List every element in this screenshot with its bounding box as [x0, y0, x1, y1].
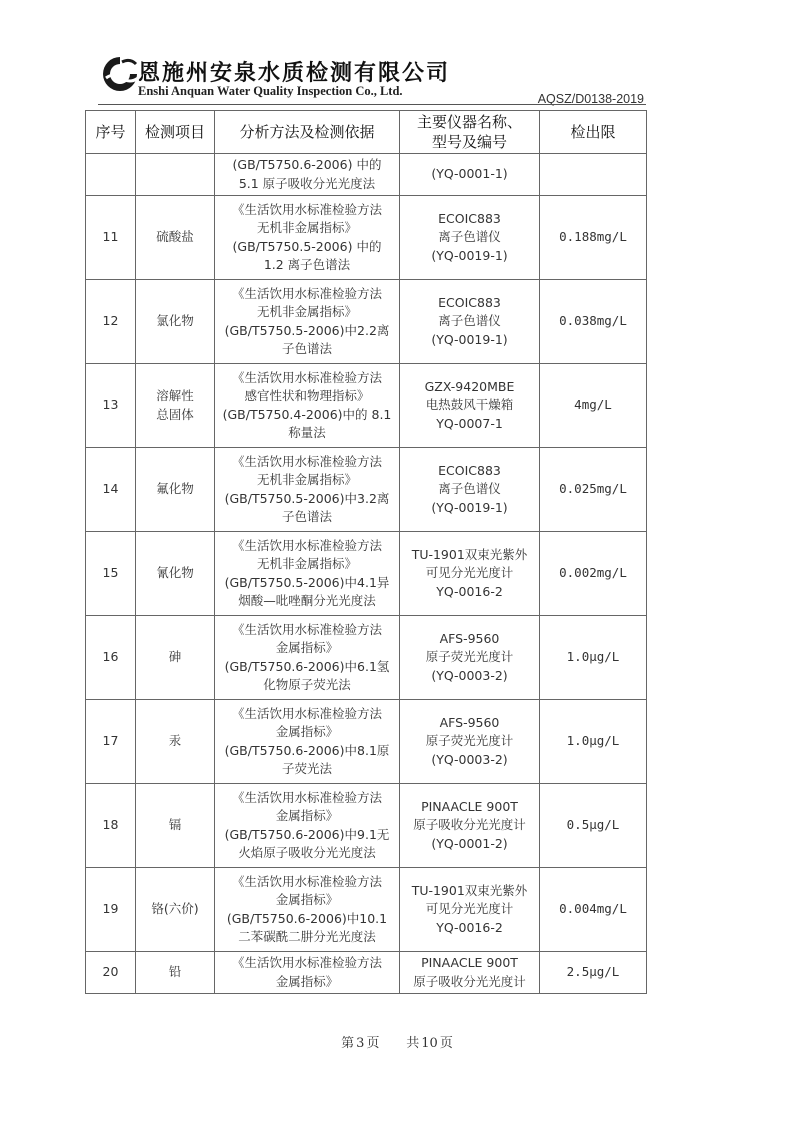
cell-method-line: 子色谱法	[281, 341, 332, 356]
cell-method	[215, 364, 400, 448]
company-name-en: Enshi Anquan Water Quality Inspection Co., Ltd.	[138, 84, 403, 98]
table-row	[86, 868, 647, 952]
cell-instrument-line: 电热鼓风干燥箱	[425, 397, 514, 413]
cell-instrument-line: YQ-0007-1	[436, 415, 503, 431]
cell-limit: 4mg/L	[540, 364, 647, 448]
page-total: 10	[421, 1036, 438, 1051]
cell-no: 14	[86, 448, 136, 532]
cell-instrument-line: 可见分光光度计	[425, 565, 514, 581]
inspection-methods-table	[85, 110, 647, 994]
cell-limit: 0.002mg/L	[540, 532, 647, 616]
cell-limit: 0.188mg/L	[540, 196, 647, 280]
cell-method-line: 无机非金属指标》	[256, 220, 357, 235]
cell-method	[215, 196, 400, 280]
cell-item-line: 总固体	[156, 406, 194, 422]
cell-method-line: (GB/T5750.5-2006) 中的	[232, 238, 382, 254]
cell-method-line: 《生活饮用水标准检验方法	[231, 621, 382, 637]
table-row	[86, 196, 647, 280]
cell-method-line: 二苯碳酰二肼分光光度法	[238, 929, 376, 944]
table-row	[86, 448, 647, 532]
cell-no: 15	[86, 532, 136, 616]
cell-item	[136, 700, 215, 784]
cell-no: 11	[86, 196, 136, 280]
table-row	[86, 784, 647, 868]
cell-item	[136, 616, 215, 700]
cell-instrument-line: 原子吸收分光光度计	[413, 973, 526, 989]
cell-method-line: 化物原子荧光法	[263, 677, 351, 692]
cell-method-line: 《生活饮用水标准检验方法	[231, 453, 382, 469]
cell-instrument	[400, 364, 540, 448]
cell-method	[215, 616, 400, 700]
company-logo-icon	[100, 54, 140, 94]
cell-instrument-line: ECOIC883	[438, 210, 501, 226]
cell-method-line: 称量法	[288, 425, 326, 440]
cell-method-line: 金属指标》	[275, 724, 339, 739]
cell-no: 12	[86, 280, 136, 364]
cell-no: 16	[86, 616, 136, 700]
cell-instrument-line: (YQ-0003-2)	[431, 667, 508, 683]
cell-method-line: 《生活饮用水标准检验方法	[231, 285, 382, 301]
cell-method-line: 火焰原子吸收分光光度法	[238, 845, 376, 860]
cell-method-line: (GB/T5750.5-2006)中4.1异	[224, 574, 390, 590]
cell-item	[136, 196, 215, 280]
cell-method-line: (GB/T5750.6-2006)中9.1无	[224, 826, 390, 842]
cell-method-line: (GB/T5750.4-2006)中的 8.1	[222, 406, 392, 422]
cell-item-line: 铬(六价)	[151, 901, 199, 917]
cell-method-line: 《生活饮用水标准检验方法	[231, 873, 382, 889]
cell-instrument-line: TU-1901双束光紫外	[411, 546, 528, 562]
cell-instrument-line: (YQ-0019-1)	[431, 331, 508, 347]
cell-item-line: 砷	[168, 649, 182, 665]
cell-item	[136, 868, 215, 952]
cell-limit: 1.0μg/L	[540, 616, 647, 700]
cell-instrument-line: PINAACLE 900T	[421, 955, 518, 970]
cell-item	[136, 154, 215, 196]
cell-instrument-line: ECOIC883	[438, 462, 501, 478]
cell-method-line: 烟酸—吡唑酮分光光度法	[238, 593, 376, 608]
cell-instrument	[400, 952, 540, 994]
cell-instrument	[400, 280, 540, 364]
cell-instrument-line: (YQ-0001-2)	[431, 835, 508, 851]
cell-instrument-line: 可见分光光度计	[425, 901, 514, 917]
table-row	[86, 280, 647, 364]
cell-method-line: 无机非金属指标》	[256, 556, 357, 571]
page-prefix: 第	[341, 1036, 355, 1051]
cell-method-line: 子色谱法	[281, 509, 332, 524]
cell-item-line: 铅	[168, 964, 182, 980]
cell-item-line: 氯化物	[156, 313, 194, 329]
cell-method-line: 感官性状和物理指标》	[244, 388, 370, 403]
cell-item-line: 汞	[168, 733, 182, 749]
header-method-line: 分析方法及检测依据	[239, 123, 375, 141]
cell-method	[215, 280, 400, 364]
table-row	[86, 154, 647, 196]
company-name-cn: 恩施州安泉水质检测有限公司	[138, 60, 451, 86]
header-instrument-line: 主要仪器名称、	[416, 113, 522, 131]
cell-method-line: 5.1 原子吸收分光光度法	[238, 175, 376, 191]
cell-instrument-line: 原子荧光光度计	[425, 733, 514, 749]
cell-instrument-line: AFS-9560	[439, 714, 500, 730]
cell-item	[136, 448, 215, 532]
cell-instrument	[400, 700, 540, 784]
total-suffix: 页	[439, 1036, 453, 1051]
page-suffix: 页	[366, 1036, 380, 1051]
cell-instrument-line: 离子色谱仪	[438, 313, 501, 329]
header-limit: 检出限	[540, 111, 647, 154]
cell-instrument	[400, 154, 540, 196]
cell-method	[215, 448, 400, 532]
table-row	[86, 700, 647, 784]
table-row	[86, 616, 647, 700]
cell-limit: 2.5μg/L	[540, 952, 647, 994]
table-body	[86, 154, 647, 994]
cell-method-line: (GB/T5750.6-2006)中10.1	[226, 910, 388, 926]
document-code: AQSZ/D0138-2019	[537, 92, 644, 106]
cell-instrument	[400, 448, 540, 532]
cell-method-line: (GB/T5750.6-2006) 中的	[232, 157, 382, 172]
cell-limit	[540, 154, 647, 196]
cell-method-line: 《生活饮用水标准检验方法	[231, 537, 382, 553]
cell-method-line: 《生活饮用水标准检验方法	[231, 369, 382, 385]
cell-instrument	[400, 196, 540, 280]
cell-method-line: 金属指标》	[275, 973, 339, 989]
cell-no: 18	[86, 784, 136, 868]
cell-method	[215, 532, 400, 616]
cell-instrument-line: PINAACLE 900T	[421, 798, 518, 814]
cell-limit: 0.038mg/L	[540, 280, 647, 364]
cell-limit: 0.004mg/L	[540, 868, 647, 952]
cell-item	[136, 532, 215, 616]
cell-method-line: 金属指标》	[275, 808, 339, 823]
cell-limit: 1.0μg/L	[540, 700, 647, 784]
cell-method	[215, 154, 400, 196]
total-prefix: 共	[406, 1036, 420, 1051]
cell-method	[215, 700, 400, 784]
cell-method-line: (GB/T5750.5-2006)中2.2离	[224, 322, 390, 338]
cell-limit: 0.025mg/L	[540, 448, 647, 532]
cell-method-line: 子荧光法	[281, 761, 332, 776]
cell-instrument	[400, 616, 540, 700]
cell-method	[215, 952, 400, 994]
cell-method-line: 金属指标》	[275, 640, 339, 655]
cell-instrument-line: (YQ-0001-1)	[431, 166, 508, 182]
cell-instrument	[400, 868, 540, 952]
cell-item-line: 硫酸盐	[156, 229, 194, 245]
cell-method	[215, 868, 400, 952]
page-footer	[0, 1032, 794, 1051]
table-header-row	[86, 111, 647, 154]
cell-instrument-line: YQ-0016-2	[436, 583, 503, 599]
cell-instrument-line: 离子色谱仪	[438, 481, 501, 497]
cell-no: 13	[86, 364, 136, 448]
cell-method-line: 1.2 离子色谱法	[263, 257, 351, 272]
cell-item-line: 氟化物	[156, 481, 194, 497]
cell-method-line: (GB/T5750.5-2006)中3.2离	[224, 490, 390, 506]
header-item: 检测项目	[136, 111, 215, 154]
cell-item	[136, 364, 215, 448]
cell-instrument-line: GZX-9420MBE	[424, 378, 515, 394]
table-row	[86, 532, 647, 616]
cell-item	[136, 952, 215, 994]
header-method	[215, 111, 400, 154]
cell-instrument-line: (YQ-0003-2)	[431, 751, 508, 767]
cell-no	[86, 154, 136, 196]
table-row	[86, 364, 647, 448]
cell-instrument-line: 原子荧光光度计	[425, 649, 514, 665]
header-divider	[98, 104, 646, 105]
cell-method-line: 《生活饮用水标准检验方法	[231, 201, 382, 217]
cell-instrument-line: 离子色谱仪	[438, 229, 501, 245]
header-instrument	[400, 111, 540, 154]
table-row	[86, 952, 647, 994]
header-no: 序号	[86, 111, 136, 154]
cell-method-line: 无机非金属指标》	[256, 304, 357, 319]
cell-instrument-line: (YQ-0019-1)	[431, 247, 508, 263]
cell-item-line: 镉	[168, 817, 182, 833]
cell-method-line: (GB/T5750.6-2006)中6.1氢	[224, 658, 390, 674]
cell-instrument-line: AFS-9560	[439, 630, 500, 646]
cell-instrument-line: YQ-0016-2	[436, 919, 503, 935]
cell-item-line: 溶解性	[156, 388, 194, 403]
cell-item-line: 氰化物	[156, 565, 194, 581]
cell-method	[215, 784, 400, 868]
cell-instrument	[400, 784, 540, 868]
header-instrument-line: 型号及编号	[431, 133, 507, 151]
cell-method-line: 无机非金属指标》	[256, 472, 357, 487]
cell-item	[136, 280, 215, 364]
cell-method-line: 《生活饮用水标准检验方法	[231, 705, 382, 721]
cell-limit: 0.5μg/L	[540, 784, 647, 868]
cell-instrument-line: 原子吸收分光光度计	[413, 817, 526, 833]
cell-instrument-line: (YQ-0019-1)	[431, 499, 508, 515]
cell-no: 20	[86, 952, 136, 994]
cell-method-line: 《生活饮用水标准检验方法	[231, 955, 382, 970]
cell-no: 19	[86, 868, 136, 952]
cell-method-line: 金属指标》	[275, 892, 339, 907]
cell-instrument-line: ECOIC883	[438, 294, 501, 310]
cell-no: 17	[86, 700, 136, 784]
cell-method-line: (GB/T5750.6-2006)中8.1原	[224, 742, 390, 758]
cell-method-line: 《生活饮用水标准检验方法	[231, 789, 382, 805]
cell-item	[136, 784, 215, 868]
page-current: 3	[356, 1036, 365, 1051]
cell-instrument-line: TU-1901双束光紫外	[411, 882, 528, 898]
cell-instrument	[400, 532, 540, 616]
